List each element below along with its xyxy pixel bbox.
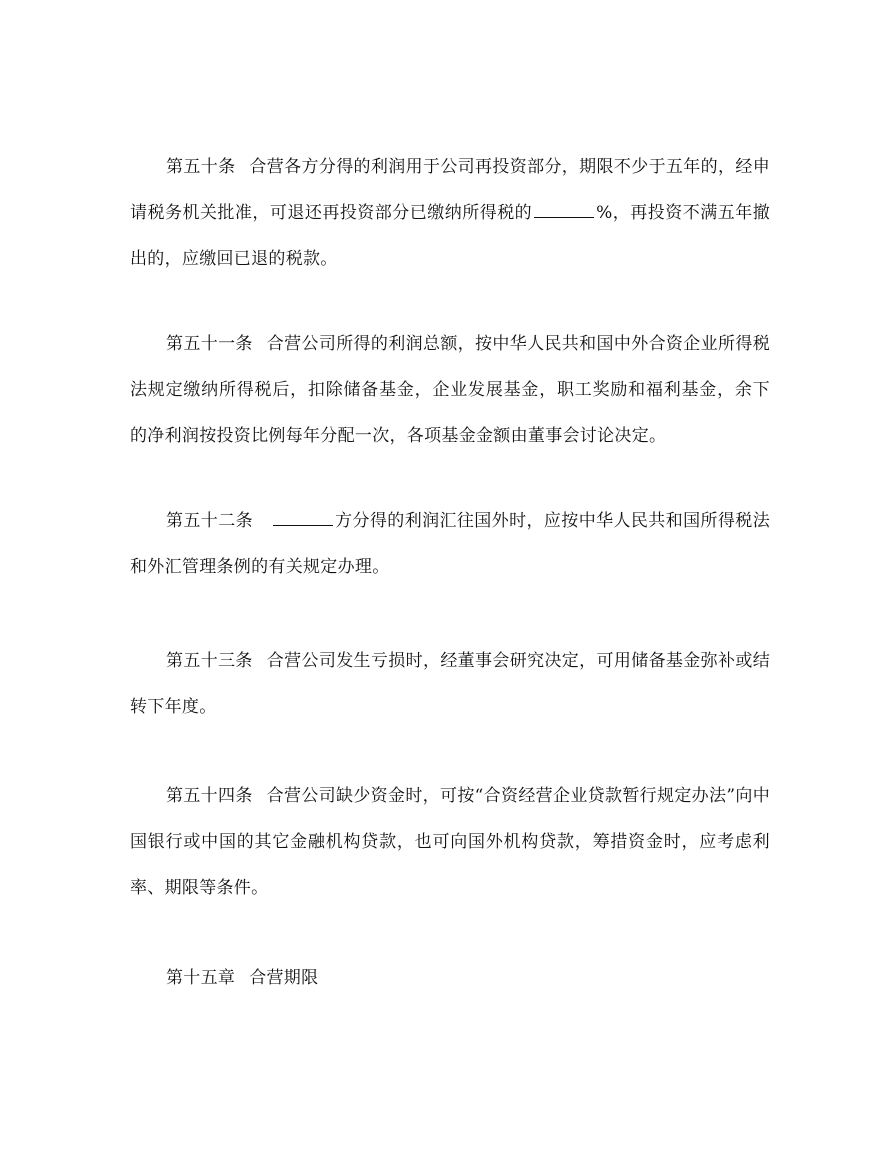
- article-50-text-a: 合营各方分得的利润用于公司再投资部分，期限不少于五年的，经申请税务机关批准，可退还再投资部分已缴纳所得税的: [130, 157, 770, 223]
- chapter-label: 第十五章: [166, 968, 236, 988]
- article-50-text-b: %，再投资不满五年撤出的，应缴回已退的税款。: [130, 203, 770, 269]
- article-53-text: 合营公司发生亏损时，经董事会研究决定，可用储备基金弥补或结转下年度。: [130, 651, 771, 717]
- article-54-text: 合营公司缺少资金时，可按“合资经营企业贷款暂行规定办法”向中国银行或中国的其它金融机构贷款，也可向国外机构贷款，筹措资金时，应考虑利率、期限等条件。: [130, 786, 770, 898]
- article-51-text: 合营公司所得的利润总额，按中华人民共和国中外合资企业所得税法规定缴纳所得税后，扣除储备基金，企业发展基金，职工奖励和福利基金，余下的净利润按投资比例每年分配一次，各项基金金额由董事会讨论决定。: [130, 334, 771, 446]
- article-51-label: 第五十一条: [166, 334, 253, 354]
- article-53: [130, 638, 770, 730]
- article-50: [130, 144, 770, 282]
- article-51: [130, 321, 770, 459]
- fill-in-blank: [534, 203, 594, 218]
- article-52-text: 方分得的利润汇往国外时，应按中华人民共和国所得税法和外汇管理条例的有关规定办理。: [130, 511, 770, 577]
- chapter-heading: [130, 955, 770, 1001]
- article-50-label: 第五十条: [166, 157, 236, 177]
- fill-in-blank: [273, 511, 333, 526]
- article-52: [130, 498, 770, 590]
- article-54: [130, 773, 770, 911]
- article-54-label: 第五十四条: [166, 786, 253, 806]
- article-52-label: 第五十二条: [166, 511, 253, 531]
- chapter-title: 合营期限: [249, 968, 319, 988]
- article-53-label: 第五十三条: [166, 651, 253, 671]
